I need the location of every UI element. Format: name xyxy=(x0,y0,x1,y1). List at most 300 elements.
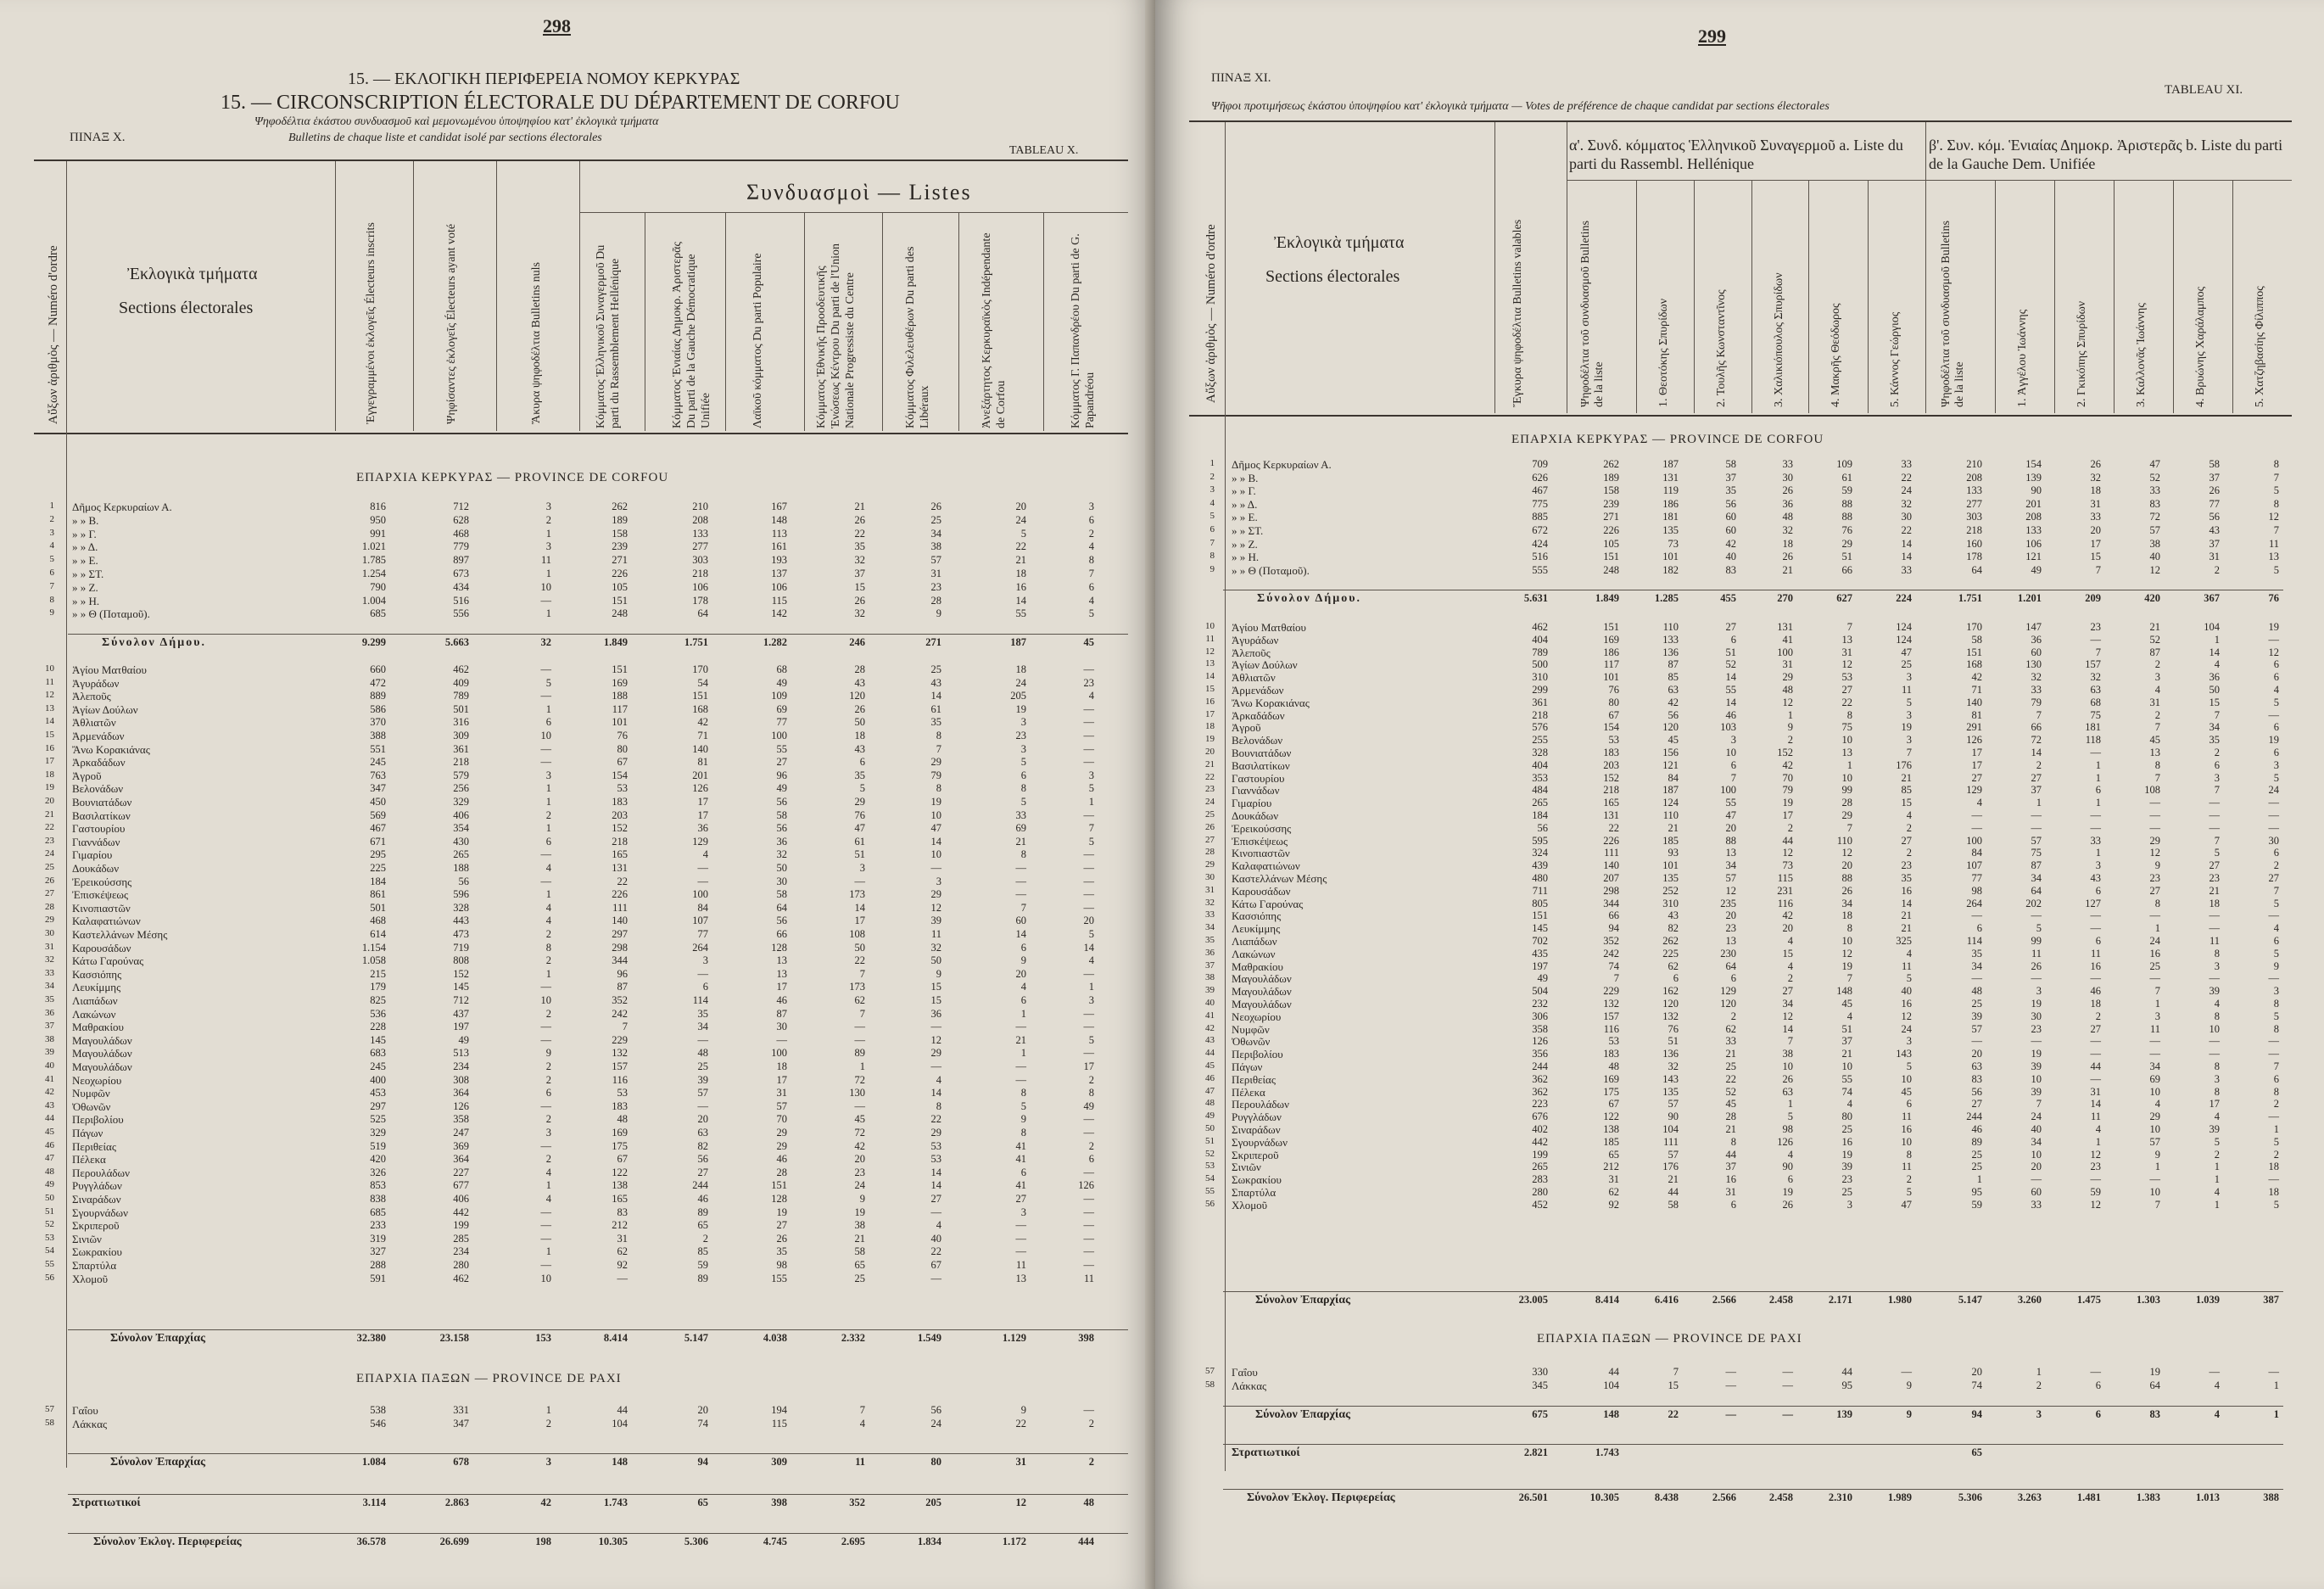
cell-value: 28 xyxy=(776,1166,787,1178)
cell-value: 62 xyxy=(1668,960,1679,972)
cell-value: 6 xyxy=(2095,935,2101,947)
cell-value: 627 xyxy=(1836,592,1852,604)
cell-value: 140 xyxy=(612,915,628,927)
cell-value: 100 xyxy=(771,1047,787,1060)
row-number: 7 xyxy=(1209,537,1215,548)
cell-value: 775 xyxy=(1532,497,1548,510)
cell-value: 468 xyxy=(370,915,386,927)
cell-value: 6 xyxy=(2095,1408,2101,1420)
cell-value: — xyxy=(540,594,551,607)
cell-value: 536 xyxy=(370,1007,386,1020)
cell-value: — xyxy=(2209,809,2220,821)
cell-value: 9 xyxy=(1020,1113,1026,1126)
cell-value: 104 xyxy=(1603,1379,1619,1391)
cell-value: 8.438 xyxy=(1654,1491,1679,1503)
cell-value: 3 xyxy=(545,501,551,512)
cell-value: 80 xyxy=(1608,696,1619,708)
cell-value: 13 xyxy=(1841,633,1852,646)
row-number: 38 xyxy=(1205,972,1215,983)
cell-value: 18 xyxy=(2268,1186,2279,1198)
cell-value: 115 xyxy=(771,594,787,607)
cell-value: 56 xyxy=(458,875,469,887)
cell-value: 6 xyxy=(2273,721,2279,734)
cell-value: 120 xyxy=(1720,998,1736,1010)
cell-value: 11 xyxy=(540,554,551,567)
cell-value: 145 xyxy=(453,981,469,993)
cell-value: 7 xyxy=(2214,708,2220,721)
cell-value: 66 xyxy=(2031,721,2042,734)
cell-value: 7 xyxy=(2214,784,2220,797)
cell-value: 33 xyxy=(2090,834,2101,847)
cell-value: — xyxy=(930,1206,941,1218)
cell-value: 45 xyxy=(1841,998,1852,1010)
cell-value: 3 xyxy=(2036,985,2042,998)
row-label: Σύνολον Ἐκλογ. Περιφερείας xyxy=(93,1536,242,1548)
row-label: Σύνολον Ἐπαρχίας xyxy=(110,1456,206,1469)
cell-value: 152 xyxy=(612,822,628,835)
cell-value: 18 xyxy=(1782,537,1793,550)
cell-value: 435 xyxy=(1532,947,1548,960)
cell-value: 8 xyxy=(2214,947,2220,960)
cell-value: 15 xyxy=(930,994,941,1006)
cell-value: — xyxy=(2209,972,2220,985)
cell-value: 14 xyxy=(930,1179,941,1192)
cell-value: 6 xyxy=(859,756,865,769)
cell-value: 10 xyxy=(540,994,551,1006)
cell-value: 555 xyxy=(1532,563,1548,576)
cell-value: 70 xyxy=(1782,771,1793,784)
cell-value: 280 xyxy=(453,1259,469,1271)
cell-value: 64 xyxy=(776,901,787,914)
row-label: Γαΐου xyxy=(1232,1366,1258,1379)
row-label: Νεοχωρίου xyxy=(1232,1010,1282,1023)
row-number: 34 xyxy=(1205,922,1215,933)
row-number: 49 xyxy=(45,1179,54,1190)
cell-value: 234 xyxy=(453,1060,469,1072)
cell-value: 264 xyxy=(692,941,708,954)
cell-value: 48 xyxy=(1782,511,1793,523)
row-number: 28 xyxy=(1205,847,1215,858)
cell-value: 26 xyxy=(2209,484,2220,497)
row-label: Βασιλατίκων xyxy=(1232,758,1290,772)
cell-value: 6 xyxy=(1020,994,1026,1006)
cell-value: — xyxy=(1083,1193,1094,1205)
cell-value: 24 xyxy=(1901,1022,1912,1035)
cell-value: — xyxy=(1083,875,1094,887)
cell-value: 4 xyxy=(1787,1148,1793,1161)
cell-value: 2 xyxy=(545,954,551,967)
cell-value: 2 xyxy=(2154,658,2160,671)
cell-value: 331 xyxy=(453,1404,469,1416)
cell-value: 9 xyxy=(1020,1404,1026,1416)
row-number: 52 xyxy=(45,1219,54,1230)
row-number: 50 xyxy=(1205,1123,1215,1133)
row-label: Ἀθλιατῶν xyxy=(1232,671,1276,685)
cell-value: 7 xyxy=(1787,1035,1793,1048)
col-header-valid: Ἔγκυρα ψηφοδέλτια Bulletins valables xyxy=(1511,219,1524,407)
cell-value: 224 xyxy=(1896,592,1912,604)
row-number: 2 xyxy=(1209,471,1215,482)
row-number: 4 xyxy=(1209,497,1215,508)
cell-value: 31 xyxy=(1782,658,1793,671)
cell-value: 151 xyxy=(771,1179,787,1192)
cell-value: 4 xyxy=(1846,1010,1852,1022)
cell-value: 225 xyxy=(370,862,386,874)
cell-value: 127 xyxy=(2085,897,2101,909)
cell-value: 430 xyxy=(453,835,469,848)
cell-value: 7 xyxy=(1846,821,1852,834)
cell-value: 8.414 xyxy=(603,1332,628,1344)
cell-value: 30 xyxy=(1782,471,1793,484)
cell-value: 34 xyxy=(2209,721,2220,734)
cell-value: 67 xyxy=(617,756,628,769)
cell-value: 6.416 xyxy=(1654,1294,1679,1306)
cell-value: — xyxy=(1083,1232,1094,1245)
cell-value: 46 xyxy=(697,1193,708,1205)
cell-value: 21 xyxy=(1668,1173,1679,1186)
cell-value: — xyxy=(2268,1111,2279,1123)
cell-value: 218 xyxy=(692,568,708,579)
cell-value: 7 xyxy=(2154,1198,2160,1211)
row-number: 17 xyxy=(45,756,54,767)
cell-value: — xyxy=(854,1099,865,1112)
cell-value: 74 xyxy=(1971,1379,1982,1391)
cell-value: 60 xyxy=(1725,511,1736,523)
cell-value: 40 xyxy=(930,1232,941,1245)
cell-value: 42 xyxy=(1725,537,1736,550)
cell-value: 81 xyxy=(697,756,708,769)
cell-value: 104 xyxy=(1662,1123,1679,1135)
row-label: Ἐρεικούσσης xyxy=(1232,821,1292,835)
cell-value: — xyxy=(2268,809,2279,821)
cell-value: 277 xyxy=(1966,497,1982,510)
row-number: 18 xyxy=(45,769,54,780)
cell-value: 20 xyxy=(1725,909,1736,922)
cell-value: 303 xyxy=(692,554,708,567)
cell-value: 26 xyxy=(854,702,865,715)
cell-value: 14 xyxy=(1901,551,1912,563)
cell-value: — xyxy=(2031,809,2042,821)
cell-value: 33 xyxy=(1015,808,1026,821)
cell-value: 1 xyxy=(2036,797,2042,809)
cell-value: 169 xyxy=(612,676,628,689)
cell-value: 362 xyxy=(1532,1085,1548,1098)
cell-value: 60 xyxy=(1725,524,1736,536)
cell-value: 1.084 xyxy=(361,1456,386,1468)
row-label: Σπαρτύλα xyxy=(1232,1186,1277,1199)
row-label: Γιμαρίου xyxy=(1232,797,1272,810)
cell-value: 79 xyxy=(2031,696,2042,708)
cell-value: 6 xyxy=(545,835,551,848)
cell-value: — xyxy=(1083,730,1094,741)
cell-value: 6 xyxy=(545,716,551,729)
cell-value: 39 xyxy=(2031,1085,2042,1098)
cell-value: 247 xyxy=(453,1127,469,1139)
cell-value: 21 xyxy=(1901,909,1912,922)
cell-value: 452 xyxy=(1532,1198,1548,1211)
row-number: 21 xyxy=(45,808,54,820)
cell-value: 7 xyxy=(2154,721,2160,734)
cell-value: 155 xyxy=(771,1272,787,1284)
cell-value: 131 xyxy=(1777,621,1793,633)
cell-value: 56 xyxy=(776,796,787,808)
cell-value: — xyxy=(2268,633,2279,646)
cell-value: 8 xyxy=(1020,782,1026,795)
col-header-list-a: Ψηφοδέλτια τοῦ συνδυασμοῦ Bulletins de la liste xyxy=(1579,221,1606,407)
cell-value: 5 xyxy=(1906,1060,1912,1072)
cell-value: 1 xyxy=(2095,758,2101,771)
cell-value: 672 xyxy=(1532,524,1548,536)
cell-value: 232 xyxy=(1532,998,1548,1010)
cell-value: 1 xyxy=(545,1179,551,1192)
row-number: 37 xyxy=(1205,960,1215,971)
row-label: Σιναράδων xyxy=(1232,1123,1281,1136)
row-label: Σπαρτύλα xyxy=(72,1259,117,1272)
cell-value: 1.154 xyxy=(361,941,386,954)
cell-value: — xyxy=(540,1021,551,1033)
cell-value: 20 xyxy=(1725,821,1736,834)
row-label: Μαθρακίου xyxy=(1232,960,1283,973)
cell-value: — xyxy=(1083,1047,1094,1060)
cell-value: 169 xyxy=(1603,1072,1619,1085)
cell-value: 18 xyxy=(2090,484,2101,497)
cell-value: 501 xyxy=(453,702,469,715)
cell-value: 3 xyxy=(545,1127,551,1139)
cell-value: 1 xyxy=(2095,847,2101,859)
cell-value: — xyxy=(697,1033,708,1046)
cell-value: 145 xyxy=(1532,922,1548,935)
cell-value: 11 xyxy=(930,928,941,940)
cell-value: 516 xyxy=(453,594,469,607)
cell-value: 2.821 xyxy=(1523,1446,1548,1458)
cell-value: 130 xyxy=(2025,658,2042,671)
cell-value: 14 xyxy=(1782,1022,1793,1035)
cell-value: — xyxy=(697,875,708,887)
cell-value: 4 xyxy=(936,1073,941,1086)
cell-value: 71 xyxy=(697,730,708,741)
cell-value: 151 xyxy=(1532,909,1548,922)
cell-value: 40 xyxy=(1725,551,1736,563)
cell-value: 298 xyxy=(1603,884,1619,897)
cell-value: — xyxy=(1083,1113,1094,1126)
row-label: Ἐρεικούσσης xyxy=(72,875,132,888)
row-number: 8 xyxy=(1209,551,1215,562)
cell-value: 513 xyxy=(453,1047,469,1060)
cell-value: 6 xyxy=(2273,671,2279,684)
cell-value: 4 xyxy=(545,1166,551,1178)
cell-value: 114 xyxy=(1966,935,1982,947)
cell-value: 4 xyxy=(2095,1123,2101,1135)
cell-value: 20 xyxy=(1782,922,1793,935)
cell-value: 5 xyxy=(1906,972,1912,985)
cell-value: 47 xyxy=(1901,646,1912,658)
cell-value: 65 xyxy=(854,1259,865,1271)
cell-value: 7 xyxy=(1088,568,1094,579)
cell-value: 59 xyxy=(2090,1186,2101,1198)
cell-value: 5 xyxy=(2273,1010,2279,1022)
cell-value: 26 xyxy=(2090,458,2101,470)
cell-value: 104 xyxy=(2204,621,2220,633)
cell-value: 442 xyxy=(1532,1135,1548,1148)
cell-value: 10 xyxy=(1841,1060,1852,1072)
cell-value: 39 xyxy=(1841,1161,1852,1173)
cell-value: 291 xyxy=(1966,721,1982,734)
cell-value: 12 xyxy=(2149,847,2160,859)
cell-value: 12 xyxy=(930,901,941,914)
cell-value: 108 xyxy=(2144,784,2160,797)
cell-value: 100 xyxy=(771,730,787,741)
cell-value: — xyxy=(540,1206,551,1218)
cell-value: 10 xyxy=(2149,1123,2160,1135)
cell-value: 27 xyxy=(2031,771,2042,784)
cell-value: 143 xyxy=(1662,1072,1679,1085)
row-label: Δῆμος Κερκυραίων Α. xyxy=(72,501,172,513)
row-label: Σγουρνάδων xyxy=(1232,1135,1288,1149)
cell-value: 1.475 xyxy=(2076,1294,2101,1306)
cell-value: 10 xyxy=(1841,771,1852,784)
cell-value: — xyxy=(1083,702,1094,715)
cell-value: 9 xyxy=(936,607,941,620)
row-number: 13 xyxy=(45,702,54,713)
cell-value: 244 xyxy=(1532,1060,1548,1072)
cell-value: 4 xyxy=(545,915,551,927)
cell-value: 16 xyxy=(2090,960,2101,972)
cell-value: 8 xyxy=(545,941,551,954)
cell-value: 6 xyxy=(545,1087,551,1099)
cell-value: 1.481 xyxy=(2076,1491,2101,1503)
cell-value: — xyxy=(1971,821,1982,834)
cell-value: 676 xyxy=(1532,1111,1548,1123)
total-rule xyxy=(68,634,1128,635)
col-header-voted: Ψηφίσαντες ἐκλογεῖς Électeurs ayant voté xyxy=(445,223,458,424)
cell-value: — xyxy=(2209,797,2220,809)
cell-value: 234 xyxy=(453,1245,469,1258)
cell-value: — xyxy=(2209,821,2220,834)
cell-value: — xyxy=(2090,909,2101,922)
cell-value: 4 xyxy=(1088,954,1094,967)
cell-value: 9 xyxy=(1020,954,1026,967)
row-number: 35 xyxy=(1205,935,1215,945)
cell-value: 41 xyxy=(1015,1139,1026,1152)
cell-value: 51 xyxy=(854,848,865,861)
cell-value: 56 xyxy=(1971,1085,1982,1098)
cell-value: 152 xyxy=(1777,747,1793,758)
cell-value: 187 xyxy=(1010,636,1026,648)
cell-value: 9 xyxy=(1787,721,1793,734)
cell-value: 31 xyxy=(1015,1456,1026,1468)
cell-value: 14 xyxy=(1083,941,1094,954)
cell-value: 235 xyxy=(1720,897,1736,909)
cell-value: 83 xyxy=(617,1206,628,1218)
cell-value: 1 xyxy=(1846,758,1852,771)
cell-value: 402 xyxy=(1532,1123,1548,1135)
cell-value: 52 xyxy=(1725,658,1736,671)
cell-value: 18 xyxy=(776,1060,787,1072)
cell-value: 10 xyxy=(2149,1085,2160,1098)
cell-value: — xyxy=(1083,808,1094,821)
cell-value: 6 xyxy=(1976,922,1982,935)
cell-value: 38 xyxy=(854,1219,865,1232)
cell-value: 201 xyxy=(2025,497,2042,510)
cell-value: 1.021 xyxy=(361,540,386,553)
table-label-greek: ΠΙΝΑΞ Χ. xyxy=(70,131,126,144)
cell-value: 17 xyxy=(854,915,865,927)
cell-value: 129 xyxy=(1720,985,1736,998)
cell-value: 7 xyxy=(859,1404,865,1416)
row-label: » » Ζ. xyxy=(1232,537,1258,551)
cell-value: 6 xyxy=(1020,941,1026,954)
cell-value: 4 xyxy=(1906,809,1912,821)
cell-value: 24 xyxy=(854,1179,865,1192)
cell-value: 56 xyxy=(2209,511,2220,523)
cell-value: 362 xyxy=(1532,1072,1548,1085)
cell-value: 23 xyxy=(1015,730,1026,741)
cell-value: 595 xyxy=(1532,834,1548,847)
cell-value: 56 xyxy=(697,1153,708,1166)
cell-value: 26 xyxy=(854,513,865,526)
cell-value: 56 xyxy=(776,915,787,927)
cell-value: 34 xyxy=(1971,960,1982,972)
cell-value: 6 xyxy=(1730,972,1736,985)
cell-value: 39 xyxy=(1971,1010,1982,1022)
cell-value: 36 xyxy=(2031,633,2042,646)
cell-value: 3 xyxy=(1088,994,1094,1006)
cell-value: 35 xyxy=(1725,484,1736,497)
cell-value: — xyxy=(1725,1379,1736,1391)
cell-value: — xyxy=(1083,901,1094,914)
cell-value: 95 xyxy=(1841,1379,1852,1391)
cell-value: 7 xyxy=(1906,747,1912,758)
cell-value: 23.005 xyxy=(1518,1294,1548,1306)
row-number: 33 xyxy=(45,967,54,978)
cell-value: 2 xyxy=(1906,821,1912,834)
cell-value: 298 xyxy=(612,941,628,954)
cell-value: 12 xyxy=(1782,1010,1793,1022)
row-number: 10 xyxy=(1205,621,1215,631)
cell-value: — xyxy=(776,1033,787,1046)
cell-value: 462 xyxy=(453,663,469,675)
row-label: Δουκάδων xyxy=(72,862,120,875)
cell-value: 13 xyxy=(1841,747,1852,758)
cell-value: 265 xyxy=(1532,1161,1548,1173)
cell-value: — xyxy=(540,1033,551,1046)
cell-value: 25 xyxy=(1971,1148,1982,1161)
cell-value: 21 xyxy=(2149,621,2160,633)
cell-value: 111 xyxy=(612,901,628,914)
cell-value: 7 xyxy=(2214,834,2220,847)
cell-value: 162 xyxy=(1662,985,1679,998)
cell-value: — xyxy=(540,1139,551,1152)
cell-value: 1 xyxy=(545,702,551,715)
total-rule xyxy=(68,1494,1128,1495)
cell-value: — xyxy=(2209,1048,2220,1060)
row-number: 53 xyxy=(1205,1161,1215,1172)
cell-value: 35 xyxy=(1901,872,1912,884)
cell-value: 21 xyxy=(1015,835,1026,848)
cell-value: 3 xyxy=(2095,859,2101,872)
cell-value: 81 xyxy=(1971,708,1982,721)
cell-value: 347 xyxy=(453,1417,469,1430)
cell-value: 47 xyxy=(930,822,941,835)
cell-value: 17 xyxy=(1782,809,1793,821)
row-label: Γιμαρίου xyxy=(72,848,113,862)
cell-value: 152 xyxy=(1603,771,1619,784)
cell-value: 203 xyxy=(612,808,628,821)
row-number: 20 xyxy=(45,796,54,806)
cell-value: 185 xyxy=(1603,1135,1619,1148)
cell-value: 29 xyxy=(854,796,865,808)
cell-value: 126 xyxy=(1078,1179,1094,1192)
